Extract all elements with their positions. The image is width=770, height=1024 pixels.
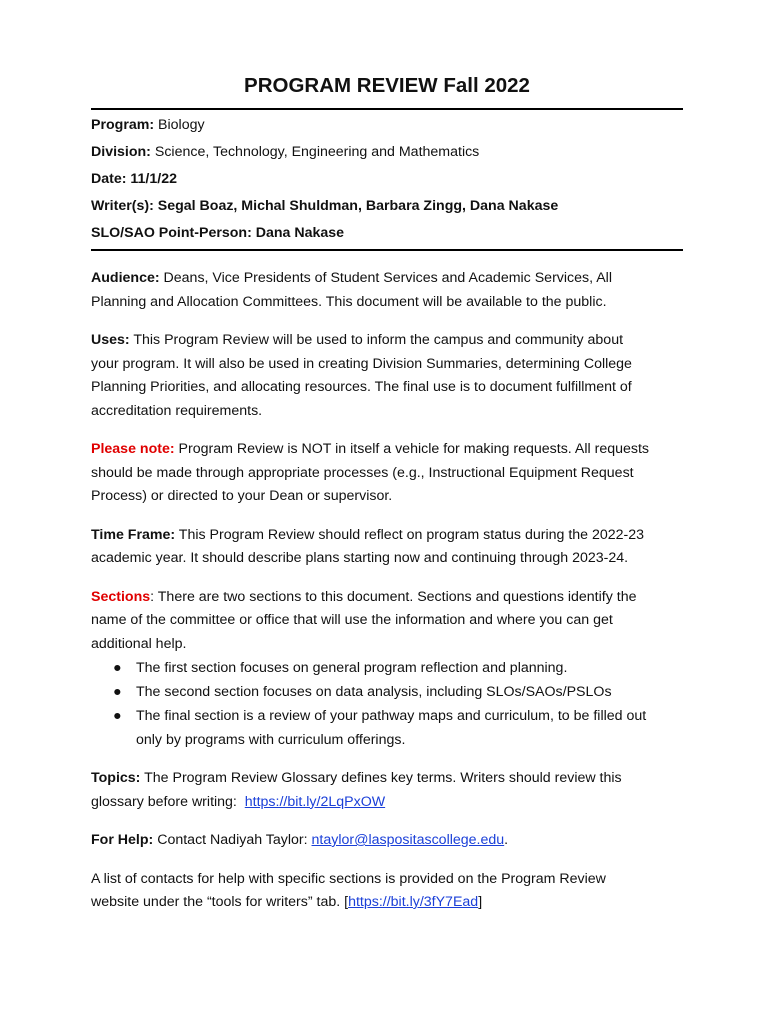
note-label: Please note: xyxy=(91,441,175,457)
division-label: Division: xyxy=(91,144,151,160)
help-section xyxy=(91,829,683,853)
bullet-text: The final section is a review of your pathway maps and curriculum, to be filled out xyxy=(136,708,647,724)
audience-paragraph xyxy=(91,267,683,314)
help-text: Contact Nadiyah Taylor: xyxy=(153,832,312,848)
note-text-1: Program Review is NOT in itself a vehicle for making requests. All requests xyxy=(174,441,650,457)
uses-section xyxy=(91,329,683,423)
tools-for-writers-link[interactable]: https://bit.ly/3fY7Ead xyxy=(348,894,479,910)
uses-text-4: accreditation requirements. xyxy=(91,402,263,419)
title-divider xyxy=(91,108,683,110)
document-content xyxy=(91,72,683,915)
topics-text-1: The Program Review Glossary defines key terms. Writers should review this xyxy=(140,770,622,786)
timeframe-text-2: academic year. It should describe plans starting now and continuing through 2023-24. xyxy=(91,550,629,566)
timeframe-section xyxy=(91,524,683,571)
help-period: . xyxy=(504,832,509,848)
topics-section xyxy=(91,767,683,814)
meta-divider xyxy=(91,249,683,251)
contacts-section xyxy=(91,868,683,915)
uses-text-3: Planning Priorities, and allocating resources. The final use is to document fulfillment of xyxy=(91,379,632,395)
timeframe-paragraph xyxy=(91,524,683,571)
audience-label: Audience: xyxy=(91,270,160,286)
page-title: PROGRAM REVIEW Fall 2022 xyxy=(244,74,530,97)
help-label: For Help: xyxy=(91,832,154,848)
contacts-bracket: ] xyxy=(478,894,483,910)
help-paragraph xyxy=(91,829,683,853)
topics-text-2: glossary before writing: xyxy=(91,793,245,810)
date-line: Date: 11/1/22 xyxy=(91,171,177,187)
sections-section xyxy=(91,586,683,753)
sections-text-2: name of the committee or office that will use the information and where you can get xyxy=(91,612,613,628)
program-label: Program: xyxy=(91,117,155,133)
sections-label: Sections xyxy=(91,588,151,605)
uses-text-1: This Program Review will be used to inform the campus and community about xyxy=(129,332,624,348)
meta-block xyxy=(91,112,683,247)
audience-section xyxy=(91,267,683,314)
bullet-icon: ● xyxy=(113,684,122,700)
bullet-icon: ● xyxy=(113,708,122,724)
glossary-link[interactable]: https://bit.ly/2LqPxOW xyxy=(244,793,386,810)
contacts-paragraph xyxy=(91,868,683,915)
timeframe-label: Time Frame: xyxy=(91,526,176,543)
bullet-text-continuation: only by programs with curriculum offerings. xyxy=(136,732,406,748)
topics-paragraph xyxy=(91,767,683,814)
contacts-text-2: website under the “tools for writers” tab. [ xyxy=(91,894,349,910)
writers-line: Writer(s): Segal Boaz, Michal Shuldman, Barbara Zingg, Dana Nakase xyxy=(91,198,559,214)
audience-text-2: Planning and Allocation Committees. This document will be available to the public. xyxy=(91,293,607,310)
uses-label: Uses: xyxy=(91,332,130,348)
sections-text-1: : There are two sections to this document. Sections and questions identify the xyxy=(150,588,637,605)
note-section xyxy=(91,438,683,509)
division-value: Science, Technology, Engineering and Mathematics xyxy=(154,144,480,160)
uses-paragraph xyxy=(91,329,683,423)
help-email-link[interactable]: ntaylor@laspositascollege.edu xyxy=(311,832,505,848)
timeframe-text-1: This Program Review should reflect on program status during the 2022-23 xyxy=(175,526,645,543)
note-paragraph xyxy=(91,438,683,509)
slo-point-person-line: SLO/SAO Point-Person: Dana Nakase xyxy=(91,225,345,241)
sections-text-3: additional help. xyxy=(91,635,187,652)
audience-text-1: Deans, Vice Presidents of Student Services and Academic Services, All xyxy=(159,270,612,286)
note-text-3: Process) or directed to your Dean or supervisor. xyxy=(91,488,393,504)
bullet-text: The first section focuses on general program reflection and planning. xyxy=(136,660,568,676)
list-item xyxy=(91,680,683,704)
bullet-text: The second section focuses on data analysis, including SLOs/SAOs/PSLOs xyxy=(136,684,612,700)
uses-text-2: your program. It will also be used in creating Division Summaries, determining College xyxy=(91,355,632,372)
sections-bullet-list xyxy=(91,656,683,752)
list-item xyxy=(91,704,683,752)
topics-label: Topics: xyxy=(91,770,141,786)
bullet-icon: ● xyxy=(113,660,122,676)
contacts-text-1: A list of contacts for help with specific sections is provided on the Program Review xyxy=(91,870,606,887)
list-item xyxy=(91,656,683,680)
program-value: Biology xyxy=(158,117,205,133)
note-text-2: should be made through appropriate processes (e.g., Instructional Equipment Request xyxy=(91,464,634,481)
sections-paragraph xyxy=(91,586,683,657)
division-line xyxy=(91,139,683,166)
program-line xyxy=(91,112,683,139)
